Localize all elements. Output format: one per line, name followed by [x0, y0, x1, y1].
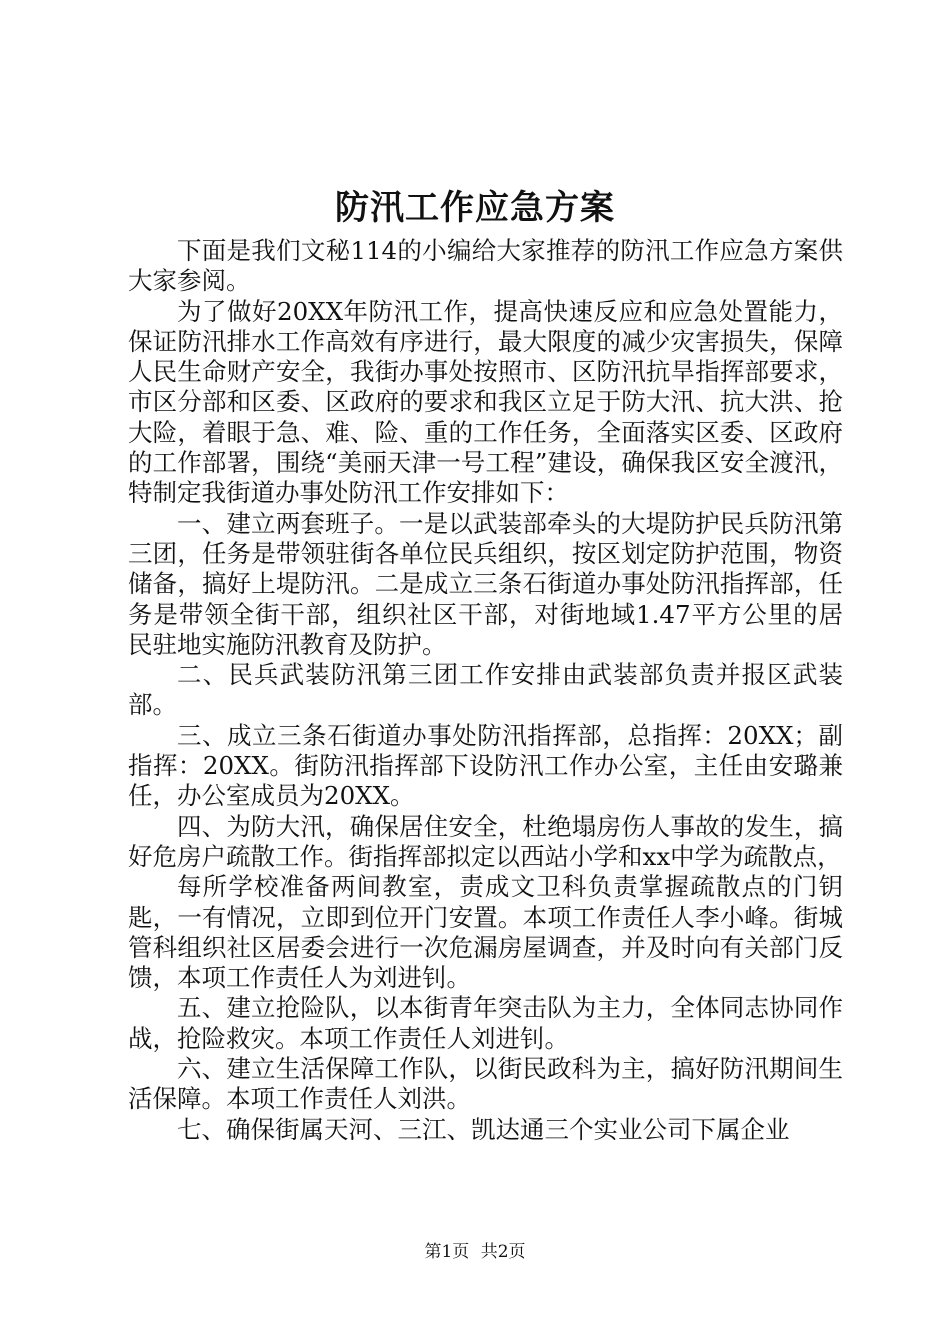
document-body [128, 236, 843, 1145]
paragraph-intro: 下面是我们文秘114的小编给大家推荐的防汛工作应急方案供大家参阅。 [128, 236, 843, 296]
paragraph-purpose: 为了做好20XX年防汛工作，提高快速反应和应急处置能力，保证防汛排水工作高效有序进行，最大限度的减少灾害损失，保障人民生命财产安全，我街办事处按照市、区防汛抗旱指挥部要求，市区分部和区委、区政府的要求和我区立足于防大汛、抗大洪、抢大险，着眼于急、难、险、重的工作任务，全面落实区委、区政府的工作部署，围绕“美丽天津一号工程”建设，确保我区安全渡汛，特制定我街道办事处防汛工作安排如下： [128, 296, 843, 508]
paragraph-item-5: 五、建立抢险队，以本街青年突击队为主力，全体同志协同作战，抢险救灾。本项工作责任人刘进钊。 [128, 993, 843, 1053]
paragraph-item-4: 四、为防大汛，确保居住安全，杜绝塌房伤人事故的发生，搞好危房户疏散工作。街指挥部拟定以西站小学和xx中学为疏散点， [128, 811, 843, 871]
paragraph-item-3: 三、成立三条石街道办事处防汛指挥部，总指挥：20XX；副指挥：20XX。街防汛指挥部下设防汛工作办公室，主任由安璐兼任，办公室成员为20XX。 [128, 720, 843, 811]
paragraph-item-7: 七、确保街属天河、三江、凯达通三个实业公司下属企业 [177, 1114, 790, 1144]
page-number-total: 共2页 [480, 1242, 526, 1262]
paragraph-item-1: 一、建立两套班子。一是以武装部牵头的大堤防护民兵防汛第三团，任务是带领驻街各单位民兵组织，按区划定防护范围，物资储备，搞好上堤防汛。二是成立三条石街道办事处防汛指挥部，任务是带领全街干部，组织社区干部，对街地域1.47平方公里的居民驻地实施防汛教育及防护。 [128, 508, 843, 659]
document-title: 防汛工作应急方案 [335, 188, 615, 228]
page-footer [0, 1240, 950, 1264]
page-number-current: 第1页 [424, 1242, 470, 1262]
paragraph-item-4-continued: 每所学校准备两间教室，责成文卫科负责掌握疏散点的门钥匙，一有情况，立即到位开门安置。本项工作责任人李小峰。街城管科组织社区居委会进行一次危漏房屋调查，并及时向有关部门反馈，本项工作责任人为刘进钊。 [128, 872, 843, 993]
paragraph-item-6: 六、建立生活保障工作队，以街民政科为主，搞好防汛期间生活保障。本项工作责任人刘洪。 [128, 1054, 843, 1114]
paragraph-item-2: 二、民兵武装防汛第三团工作安排由武装部负责并报区武装部。 [128, 660, 843, 720]
